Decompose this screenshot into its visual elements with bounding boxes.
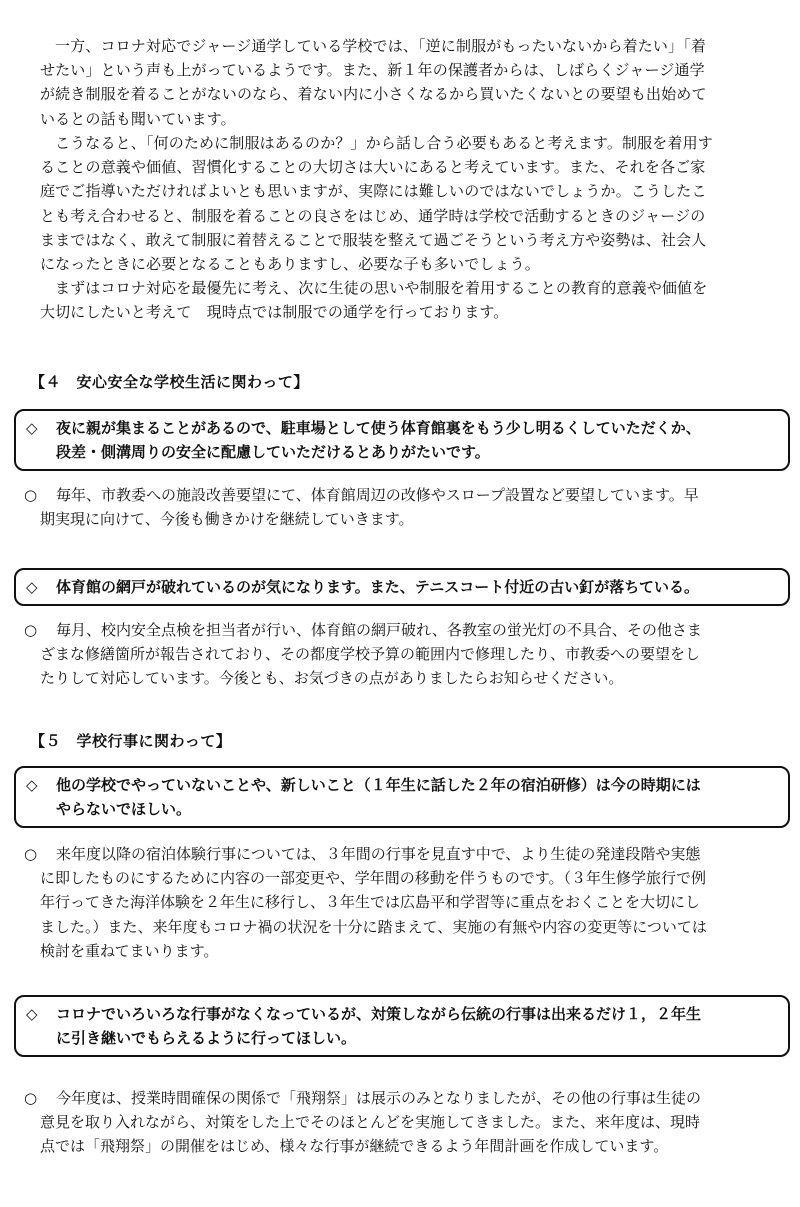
answer-text: 今年度は、授業時間確保の関係で「飛翔祭」は展示のみとなりましたが、その他の行事は生徒の 意見を取り入れながら、対策をした上でそのほとんどを実施してきました。また、来年度は、現時 点では「飛翔祭」の開催をはじめ、様々な行事が継続できるよう年間計画を作成しています。 [40,1089,702,1156]
answer-text: 毎月、校内安全点検を担当者が行い、体育館の網戸破れ、各教室の蛍光灯の不具合、その他さま ざまな修繕箇所が報告されており、その都度学校予算の範囲内で修理したり、市教委への要望をし たりして対応しています。今後とも、お気づきの点がありましたらお知らせください。 [40,621,702,688]
answer-item [24,1086,790,1159]
question-box [14,409,790,471]
answer-marker: ○ [24,486,38,504]
answer-text: 毎年、市教委への施設改善要望にて、体育館周辺の改修やスロープ設置など要望しています。早 期実現に向けて、今後も働きかけを継続していきます。 [40,486,699,529]
question-box [14,766,790,828]
answer-item [24,842,790,963]
question-box [14,568,790,606]
question-text: コロナでいろいろな行事がなくなっているが、対策しながら伝統の行事は出来るだけ１，２年生 に引き継いでもらえるように行ってほしい。 [56,1005,702,1047]
question-text: 体育館の網戸が破れているのが気になります。また、テニスコート付近の古い釘が落ちている。 [56,578,700,596]
section-5-heading: 【５ 学校行事に関わって】 [30,732,232,750]
answer-text: 来年度以降の宿泊体験行事については、３年間の行事を見直す中で、より生徒の発達段階や実態 に即したものにするために内容の一部変更や、学年間の移動を伴うものです。（３年生修学旅行で例 年行ってきた海洋体験を２年生に移行し、３年生では広島平和学習等に重点をおくことを大切にし ました。）また、来年度もコロナ禍の状況を十分に踏まえて、実施の有無や内容の変更等については 検討を重ねてまいります。 [40,845,707,960]
question-marker: ◇ [26,419,38,437]
intro-paragraph-3: まずはコロナ対応を最優先に考え、次に生徒の思いや制服を着用することの教育的意義や価値を 大切にしたいと考えて 現時点では制服での通学を行っております。 [40,279,708,322]
question-marker: ◇ [26,776,38,794]
answer-marker: ○ [24,621,38,639]
intro-paragraph-1: 一方、コロナ対応でジャージ通学している学校では、「逆に制服がもったいないから着たい」「着 せたい」という声も上がっているようです。また、新１年の保護者からは、しばらくジャージ通学 が続き制服を着ることがないのなら、着ない内に小さくなるから買いたくないとの要望も出始めて いるとの話も聞いています。 [40,37,707,128]
answer-item [24,483,790,531]
question-marker: ◇ [26,1005,38,1023]
intro-paragraph-2: こうなると、「何のために制服はあるのか？」から話し合う必要もあると考えます。制服を着用す ることの意義や価値、習慣化することの大切さは大いにあると考えています。また、それを各ご家 庭でご指導いただければよいとも思いますが、実際には難しいのではないでしょうか。こうしたこ とも考え合わせると、制服を着ることの良さをはじめ、通学時は学校で活動するときのジャージの ままではなく、敢えて制服に着替えることで服装を整えて過ごそうという考え方や姿勢は、社会人 になったときに必要となることもありますし、必要な子も多いでしょう。 [40,134,713,274]
question-text: 他の学校でやっていないことや、新しいこと（１年生に話した２年の宿泊研修）は今の時期には やらないでほしい。 [56,776,701,818]
answer-marker: ○ [24,845,38,863]
section-4-heading: 【４ 安心安全な学校生活に関わって】 [30,373,309,391]
answer-item [24,618,790,691]
question-text: 夜に親が集まることがあるので、駐車場として使う体育館裏をもう少し明るくしていただくか、 段差・側溝周りの安全に配慮していただけるとありがたいです。 [56,419,701,461]
answer-marker: ○ [24,1089,38,1107]
question-box [14,995,790,1057]
question-marker: ◇ [26,578,38,596]
